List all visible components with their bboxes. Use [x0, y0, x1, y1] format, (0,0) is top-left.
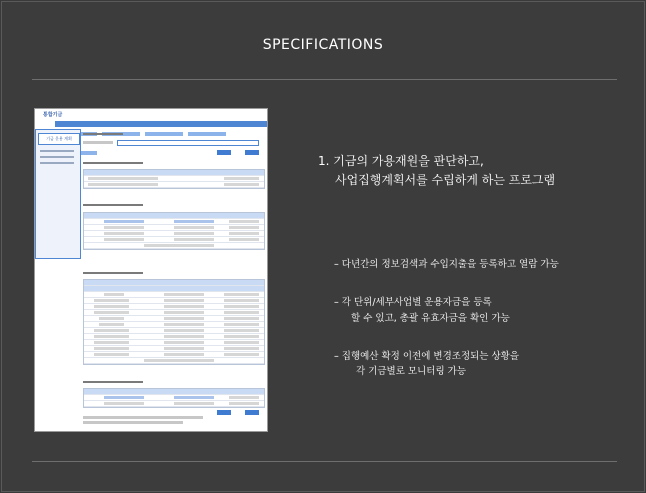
slide-title: SPECIFICATIONS	[262, 37, 384, 53]
thumb-sidebar-item	[40, 150, 74, 152]
bullet-item: – 각 단위/세부사업별 운용자금을 등록	[334, 297, 492, 308]
thumb-section-heading	[83, 381, 143, 383]
thumb-table	[83, 388, 265, 408]
feature-heading-line2: 사업집행계획서를 수립하게 하는 프로그램	[335, 173, 556, 187]
thumb-footnote	[83, 421, 183, 424]
thumb-button	[245, 150, 259, 155]
app-screenshot-thumbnail	[34, 108, 268, 432]
thumb-table	[83, 169, 265, 189]
thumb-button	[245, 410, 259, 415]
thumb-table	[83, 279, 265, 365]
thumb-button	[217, 410, 231, 415]
thumb-section-heading	[83, 133, 123, 135]
thumb-table	[83, 212, 265, 250]
thumb-footnote	[83, 416, 203, 419]
bottom-divider	[32, 461, 617, 462]
thumb-section-heading	[83, 272, 143, 274]
thumb-sidebar-button: 기금 운용 계획	[38, 133, 80, 145]
thumb-label	[83, 141, 113, 144]
top-divider	[32, 79, 617, 80]
thumb-sidebar-item	[40, 156, 74, 158]
bullet-item-continuation: 각 기금별로 모니터링 가능	[356, 366, 467, 377]
thumb-button	[217, 150, 231, 155]
thumb-header	[35, 109, 267, 120]
bullet-item-continuation: 할 수 있고, 총괄 유효자금을 확인 가능	[351, 313, 510, 324]
bullet-item: – 집행예산 확정 이전에 변경조정되는 상황을	[334, 351, 520, 362]
thumb-section-heading	[83, 162, 143, 164]
thumb-nav-bar	[55, 121, 267, 127]
thumb-input	[117, 140, 259, 146]
thumb-sidebar-item	[40, 162, 74, 164]
thumb-sidebar	[35, 129, 81, 259]
thumb-logo: 통합기금	[43, 112, 63, 118]
thumb-section-heading	[83, 204, 143, 206]
bullet-item: – 다년간의 정보검색과 수입지출을 등록하고 열람 가능	[334, 259, 559, 270]
feature-heading-line1: 1. 기금의 가용재원을 판단하고,	[318, 154, 484, 168]
